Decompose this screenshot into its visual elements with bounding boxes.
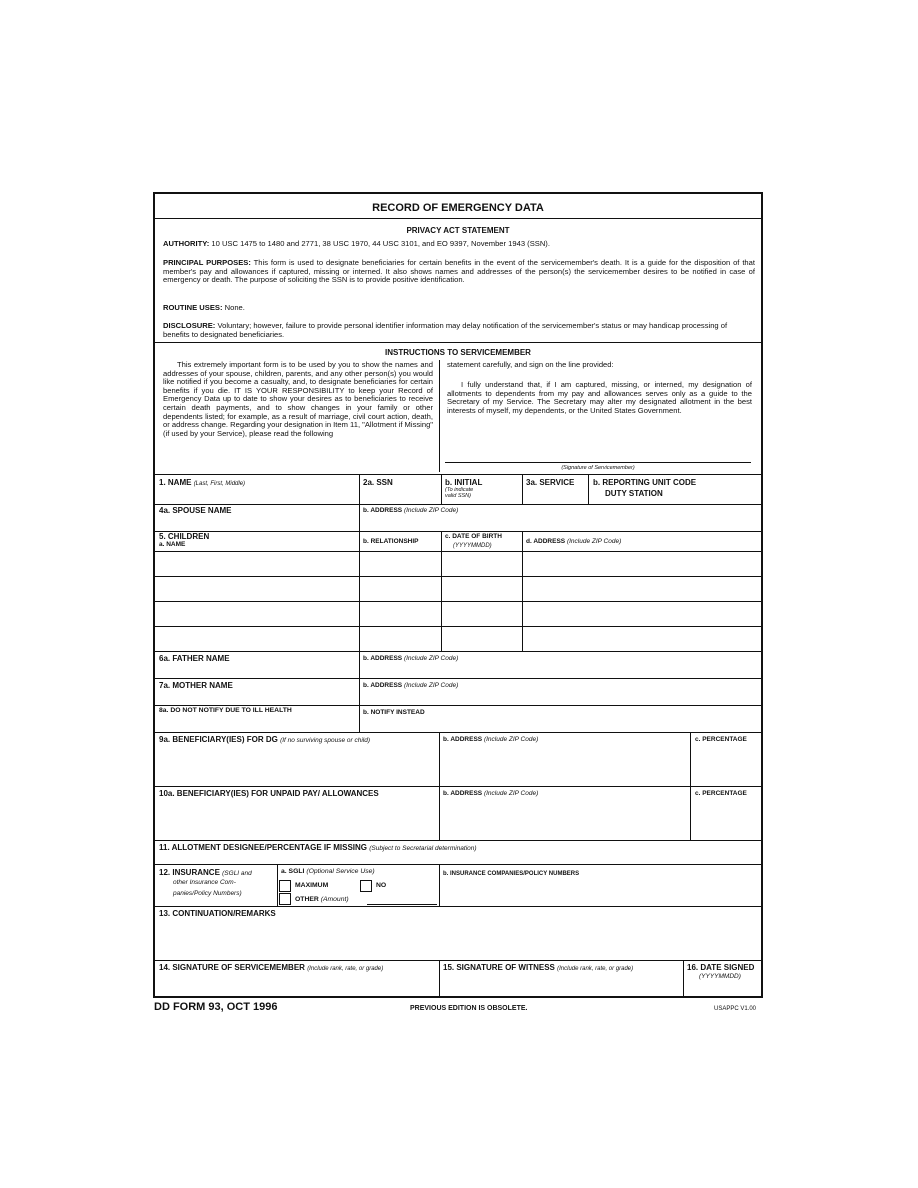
divider <box>359 504 360 531</box>
witness-signature-field[interactable] <box>441 974 681 996</box>
father-name-field[interactable] <box>157 664 357 677</box>
child-2-dob-field[interactable] <box>443 577 521 601</box>
routine-uses-label: ROUTINE USES: <box>163 303 223 312</box>
allotment-designee-field[interactable] <box>395 852 759 862</box>
insurance-sublabel-3: panies/Policy Numbers) <box>173 890 242 897</box>
name-field[interactable] <box>157 490 357 502</box>
sgli-other-label: OTHER (Amount) <box>295 896 349 903</box>
divider <box>277 864 278 906</box>
form-id: DD FORM 93, OCT 1996 <box>154 1001 278 1013</box>
mother-name-field[interactable] <box>157 691 357 704</box>
divider <box>155 651 761 652</box>
sgli-other-amount-field[interactable] <box>367 894 437 904</box>
date-of-birth-sublabel: (YYYYMMDD) <box>453 543 492 549</box>
child-2-address-field[interactable] <box>524 577 759 601</box>
divider <box>155 504 761 505</box>
reporting-unit-code-label: b. REPORTING UNIT CODE <box>593 478 697 487</box>
beneficiary-unpaid-percentage-label: c. PERCENTAGE <box>695 790 747 797</box>
beneficiary-unpaid-percentage-field[interactable] <box>692 800 759 838</box>
father-address-label: b. ADDRESS (Include ZIP Code) <box>363 655 459 662</box>
beneficiary-unpaid-address-field[interactable] <box>441 800 687 838</box>
children-label: 5. CHILDREN <box>159 532 210 541</box>
divider <box>155 786 761 787</box>
routine-uses-statement <box>163 304 755 313</box>
child-3-address-field[interactable] <box>524 602 759 626</box>
divider <box>522 531 523 651</box>
ssn-label: 2a. SSN <box>363 478 393 487</box>
child-1-relationship-field[interactable] <box>361 552 440 576</box>
child-3-name-field[interactable] <box>157 602 358 626</box>
divider <box>439 960 440 998</box>
principal-purposes-text: This form is used to designate beneficiaries for certain benefits in the event of the servicemember's death. It is a guide for the disposition of that member's pay and allowances if captured, missing or interned. It also shows names and addresses of the person(s) the servicemember desires to be notified in case of emergency or death. The purpose of soliciting the SSN is to provide positive identification. <box>163 258 755 285</box>
instructions-right-text-1: statement carefully, and sign on the line provided: <box>447 360 614 369</box>
sgli-label: a. SGLI (Optional Service Use) <box>281 868 375 875</box>
child-2-name-field[interactable] <box>157 577 358 601</box>
beneficiary-dg-percentage-label: c. PERCENTAGE <box>695 736 747 743</box>
principal-purposes-statement <box>163 259 755 285</box>
service-label: 3a. SERVICE <box>526 478 575 487</box>
routine-uses-text: None. <box>224 303 245 312</box>
divider <box>359 678 360 705</box>
divider <box>359 651 360 678</box>
child-1-name-field[interactable] <box>157 552 358 576</box>
instructions-right-text-2: I fully understand that, if I am captured, missing, or interned, my designation of allotments to dependents from my pay and allowances serves only as a guide to the Secretary of my Service. The Secretary may alter my designated allotment in the best interests of myself, my dependents, or the United States Government. <box>447 380 752 415</box>
servicemember-signature-label: 14. SIGNATURE OF SERVICEMEMBER (Include rank, rate, or grade) <box>159 963 384 972</box>
divider <box>359 531 360 651</box>
divider <box>155 705 761 706</box>
child-4-name-field[interactable] <box>157 627 358 650</box>
do-not-notify-label: 8a. DO NOT NOTIFY DUE TO ILL HEALTH <box>159 707 292 714</box>
version-label: USAPPC V1.00 <box>714 1006 757 1012</box>
divider <box>439 864 440 906</box>
divider <box>155 678 761 679</box>
father-name-label: 6a. FATHER NAME <box>159 654 230 663</box>
insurance-companies-field[interactable] <box>441 880 759 904</box>
divider <box>683 960 684 998</box>
instructions-left-text: This extremely important form is to be used by you to show the names and addresses of your spouse, children, parents, and any other person(s) you would like notified if you become a casualty, and, to designate beneficiaries for certain benefits if you die. IT IS YOUR RESPONSIBILITY to keep your Record of Emergency Data up to date to show your desires as to beneficiaries to receive certain death payments, and to show changes in your family or other dependents listed; for example, as a result of marriage, civil court action, death, or address change. Regarding your designation in Item 11, "Allotment if Missing" (if used by your Service), please read the following <box>163 360 433 438</box>
divider <box>441 531 442 651</box>
divider <box>441 474 442 504</box>
initial-label: b. INITIAL <box>445 478 483 487</box>
sgli-no-checkbox[interactable] <box>360 880 372 892</box>
child-2-relationship-field[interactable] <box>361 577 440 601</box>
authority-statement <box>163 240 755 249</box>
divider <box>588 474 589 504</box>
edition-notice: PREVIOUS EDITION IS OBSOLETE. <box>410 1005 528 1012</box>
father-address-field[interactable] <box>361 664 759 677</box>
date-signed-field[interactable] <box>685 982 759 996</box>
date-signed-label: 16. DATE SIGNED <box>687 963 755 972</box>
divider <box>155 960 761 961</box>
spouse-address-field[interactable] <box>361 516 759 529</box>
beneficiary-unpaid-label: 10a. BENEFICIARY(IES) FOR UNPAID PAY/ ALLOWANCES <box>159 789 379 798</box>
continuation-remarks-label: 13. CONTINUATION/REMARKS <box>159 909 276 918</box>
instructions-heading: INSTRUCTIONS TO SERVICEMEMBER <box>385 348 531 357</box>
divider <box>522 474 523 504</box>
signature-line <box>445 462 751 463</box>
child-address-label: d. ADDRESS (Include ZIP Code) <box>526 538 622 545</box>
child-4-dob-field[interactable] <box>443 627 521 650</box>
divider <box>359 705 360 732</box>
spouse-address-label: b. ADDRESS (Include ZIP Code) <box>363 507 459 514</box>
spouse-name-field[interactable] <box>157 516 357 529</box>
date-signed-sublabel: (YYYYMMDD) <box>699 973 741 980</box>
divider <box>155 531 761 532</box>
witness-signature-label: 15. SIGNATURE OF WITNESS (Include rank, rate, or grade) <box>443 963 634 972</box>
divider <box>155 474 761 475</box>
beneficiary-unpaid-field[interactable] <box>157 800 437 838</box>
sgli-maximum-label: MAXIMUM <box>295 882 329 889</box>
beneficiary-dg-label: 9a. BENEFICIARY(IES) FOR DG (If no surviving spouse or child) <box>159 735 371 744</box>
notify-instead-label: b. NOTIFY INSTEAD <box>363 709 425 716</box>
ssn-field[interactable] <box>361 490 439 502</box>
do-not-notify-field[interactable] <box>157 718 357 731</box>
divider <box>155 864 761 865</box>
disclosure-text: Voluntary; however, failure to provide personal identifier information may delay notification of the servicemember's status or may handicap processing of benefits to designated beneficiaries. <box>163 321 728 339</box>
spouse-name-label: 4a. SPOUSE NAME <box>159 506 232 515</box>
servicemember-signature-field-14[interactable] <box>157 974 437 996</box>
relationship-label: b. RELATIONSHIP <box>363 538 419 545</box>
sgli-other-checkbox[interactable] <box>279 893 291 905</box>
child-name-label: a. NAME <box>159 541 186 548</box>
duty-station-label: DUTY STATION <box>605 489 663 498</box>
continuation-remarks-field[interactable] <box>157 920 759 958</box>
beneficiary-dg-address-label: b. ADDRESS (Include ZIP Code) <box>443 736 539 743</box>
insurance-label: 12. INSURANCE (SGLI and <box>159 868 252 877</box>
divider <box>155 342 761 343</box>
principal-purposes-label: PRINCIPAL PURPOSES: <box>163 258 251 267</box>
form-title: RECORD OF EMERGENCY DATA <box>372 202 544 214</box>
beneficiary-dg-field[interactable] <box>157 746 437 784</box>
divider <box>367 904 437 905</box>
beneficiary-unpaid-address-label: b. ADDRESS (Include ZIP Code) <box>443 790 539 797</box>
sgli-maximum-checkbox[interactable] <box>279 880 291 892</box>
disclosure-statement <box>163 322 755 339</box>
insurance-companies-label: b. INSURANCE COMPANIES/POLICY NUMBERS <box>443 871 580 877</box>
initial-sublabel: (To indicate valid SSN) <box>445 487 474 499</box>
divider <box>439 360 440 472</box>
service-field[interactable] <box>524 490 586 502</box>
child-3-relationship-field[interactable] <box>361 602 440 626</box>
child-4-relationship-field[interactable] <box>361 627 440 650</box>
mother-name-label: 7a. MOTHER NAME <box>159 681 233 690</box>
notify-instead-field[interactable] <box>361 718 759 731</box>
mother-address-label: b. ADDRESS (Include ZIP Code) <box>363 682 459 689</box>
name-label: 1. NAME (Last, First, Middle) <box>159 478 246 487</box>
signature-caption: (Signature of Servicemember) <box>561 465 635 471</box>
child-3-dob-field[interactable] <box>443 602 521 626</box>
emergency-data-form <box>153 192 763 998</box>
divider <box>155 906 761 907</box>
authority-text: 10 USC 1475 to 1480 and 2771, 38 USC 1970, 44 USC 3101, and EO 9397, November 1943 (SSN). <box>211 239 550 248</box>
divider <box>155 218 761 219</box>
allotment-designee-label: 11. ALLOTMENT DESIGNEE/PERCENTAGE IF MISSING (Subject to Secretarial determination) <box>159 843 477 852</box>
privacy-heading: PRIVACY ACT STATEMENT <box>406 226 510 235</box>
reporting-unit-field[interactable] <box>685 488 757 502</box>
date-of-birth-label: c. DATE OF BIRTH <box>445 533 502 540</box>
child-1-address-field[interactable] <box>524 552 759 576</box>
divider <box>359 474 360 504</box>
divider <box>155 732 761 733</box>
initial-field[interactable] <box>485 487 520 502</box>
insurance-sublabel-2: other Insurance Com- <box>173 879 236 886</box>
child-1-dob-field[interactable] <box>443 552 521 576</box>
divider <box>155 840 761 841</box>
beneficiary-dg-address-field[interactable] <box>441 746 687 784</box>
beneficiary-dg-percentage-field[interactable] <box>692 746 759 784</box>
servicemember-signature-field[interactable] <box>445 434 751 462</box>
sgli-no-label: NO <box>376 882 387 889</box>
authority-label: AUTHORITY: <box>163 239 210 248</box>
child-4-address-field[interactable] <box>524 627 759 650</box>
disclosure-label: DISCLOSURE: <box>163 321 216 330</box>
mother-address-field[interactable] <box>361 691 759 704</box>
